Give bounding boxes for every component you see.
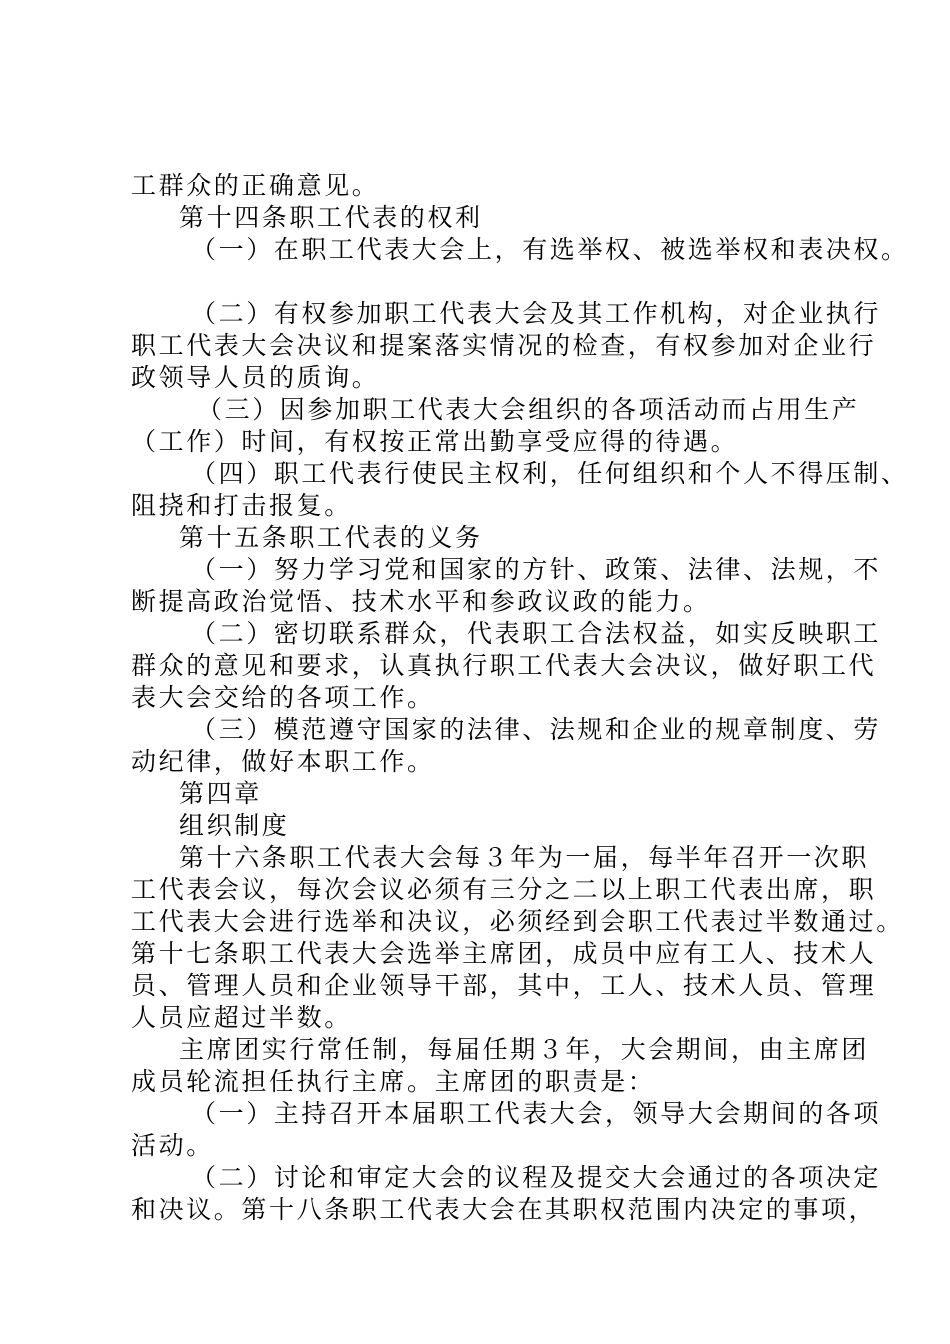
text-line: 工代表大会进行选举和决议，必须经到会职工代表过半数通过。 bbox=[131, 907, 904, 936]
text-line: （三）因参加职工代表大会组织的各项活动而占用生产 bbox=[197, 395, 860, 424]
text-line: 成员轮流担任执行主席。主席团的职责是： bbox=[131, 1067, 656, 1096]
article-heading: 第十五条职工代表的义务 bbox=[179, 523, 483, 552]
text-line: 主席团实行常任制，每届任期３年，大会期间，由主席团 bbox=[179, 1035, 870, 1064]
text-line: 工群众的正确意见。 bbox=[131, 171, 380, 200]
text-line: 工代表会议，每次会议必须有三分之二以上职工代表出席，职 bbox=[131, 875, 877, 904]
text-line: 第十七条职工代表大会选举主席团，成员中应有工人、技术人 bbox=[131, 939, 877, 968]
text-line: 阻挠和打击报复。 bbox=[131, 491, 352, 520]
text-line: 第十六条职工代表大会每３年为一届，每半年召开一次职 bbox=[179, 843, 870, 872]
text-line: 政领导人员的质询。 bbox=[131, 363, 380, 392]
text-line: 断提高政治觉悟、技术水平和参政议政的能力。 bbox=[131, 587, 711, 616]
text-line: 和决议。第十八条职工代表大会在其职权范围内决定的事项， bbox=[131, 1195, 877, 1224]
document-body bbox=[131, 170, 909, 1226]
text-line: （二）密切联系群众，代表职工合法权益，如实反映职工 bbox=[191, 619, 882, 648]
text-line: （三）模范遵守国家的法律、法规和企业的规章制度、劳 bbox=[191, 715, 882, 744]
text-line: （四）职工代表行使民主权利，任何组织和个人不得压制、 bbox=[191, 459, 909, 488]
text-line: 活动。 bbox=[131, 1131, 214, 1160]
text-line: （二）有权参加职工代表大会及其工作机构，对企业执行 bbox=[191, 299, 882, 328]
text-line: （一）主持召开本届职工代表大会，领导大会期间的各项 bbox=[191, 1099, 882, 1128]
text-line: 人员应超过半数。 bbox=[131, 1003, 352, 1032]
blank-line bbox=[131, 266, 851, 298]
text-line: （工作）时间，有权按正常出勤享受应得的待遇。 bbox=[131, 427, 739, 456]
text-line: 员、管理人员和企业领导干部，其中，工人、技术人员、管理 bbox=[131, 971, 877, 1000]
text-line: 职工代表大会决议和提案落实情况的检查，有权参加对企业行 bbox=[131, 331, 877, 360]
text-line: （二）讨论和审定大会的议程及提交大会通过的各项决定 bbox=[191, 1163, 882, 1192]
text-line: 动纪律，做好本职工作。 bbox=[131, 747, 435, 776]
article-heading: 第十四条职工代表的权利 bbox=[179, 203, 483, 232]
chapter-heading: 第四章 bbox=[179, 779, 262, 808]
text-line: 表大会交给的各项工作。 bbox=[131, 683, 435, 712]
text-line: （一）在职工代表大会上，有选举权、被选举权和表决权。 bbox=[191, 235, 909, 264]
text-line: （一）努力学习党和国家的方针、政策、法律、法规，不 bbox=[191, 555, 882, 584]
chapter-title: 组织制度 bbox=[179, 811, 290, 840]
text-line: 群众的意见和要求，认真执行职工代表大会决议，做好职工代 bbox=[131, 651, 877, 680]
